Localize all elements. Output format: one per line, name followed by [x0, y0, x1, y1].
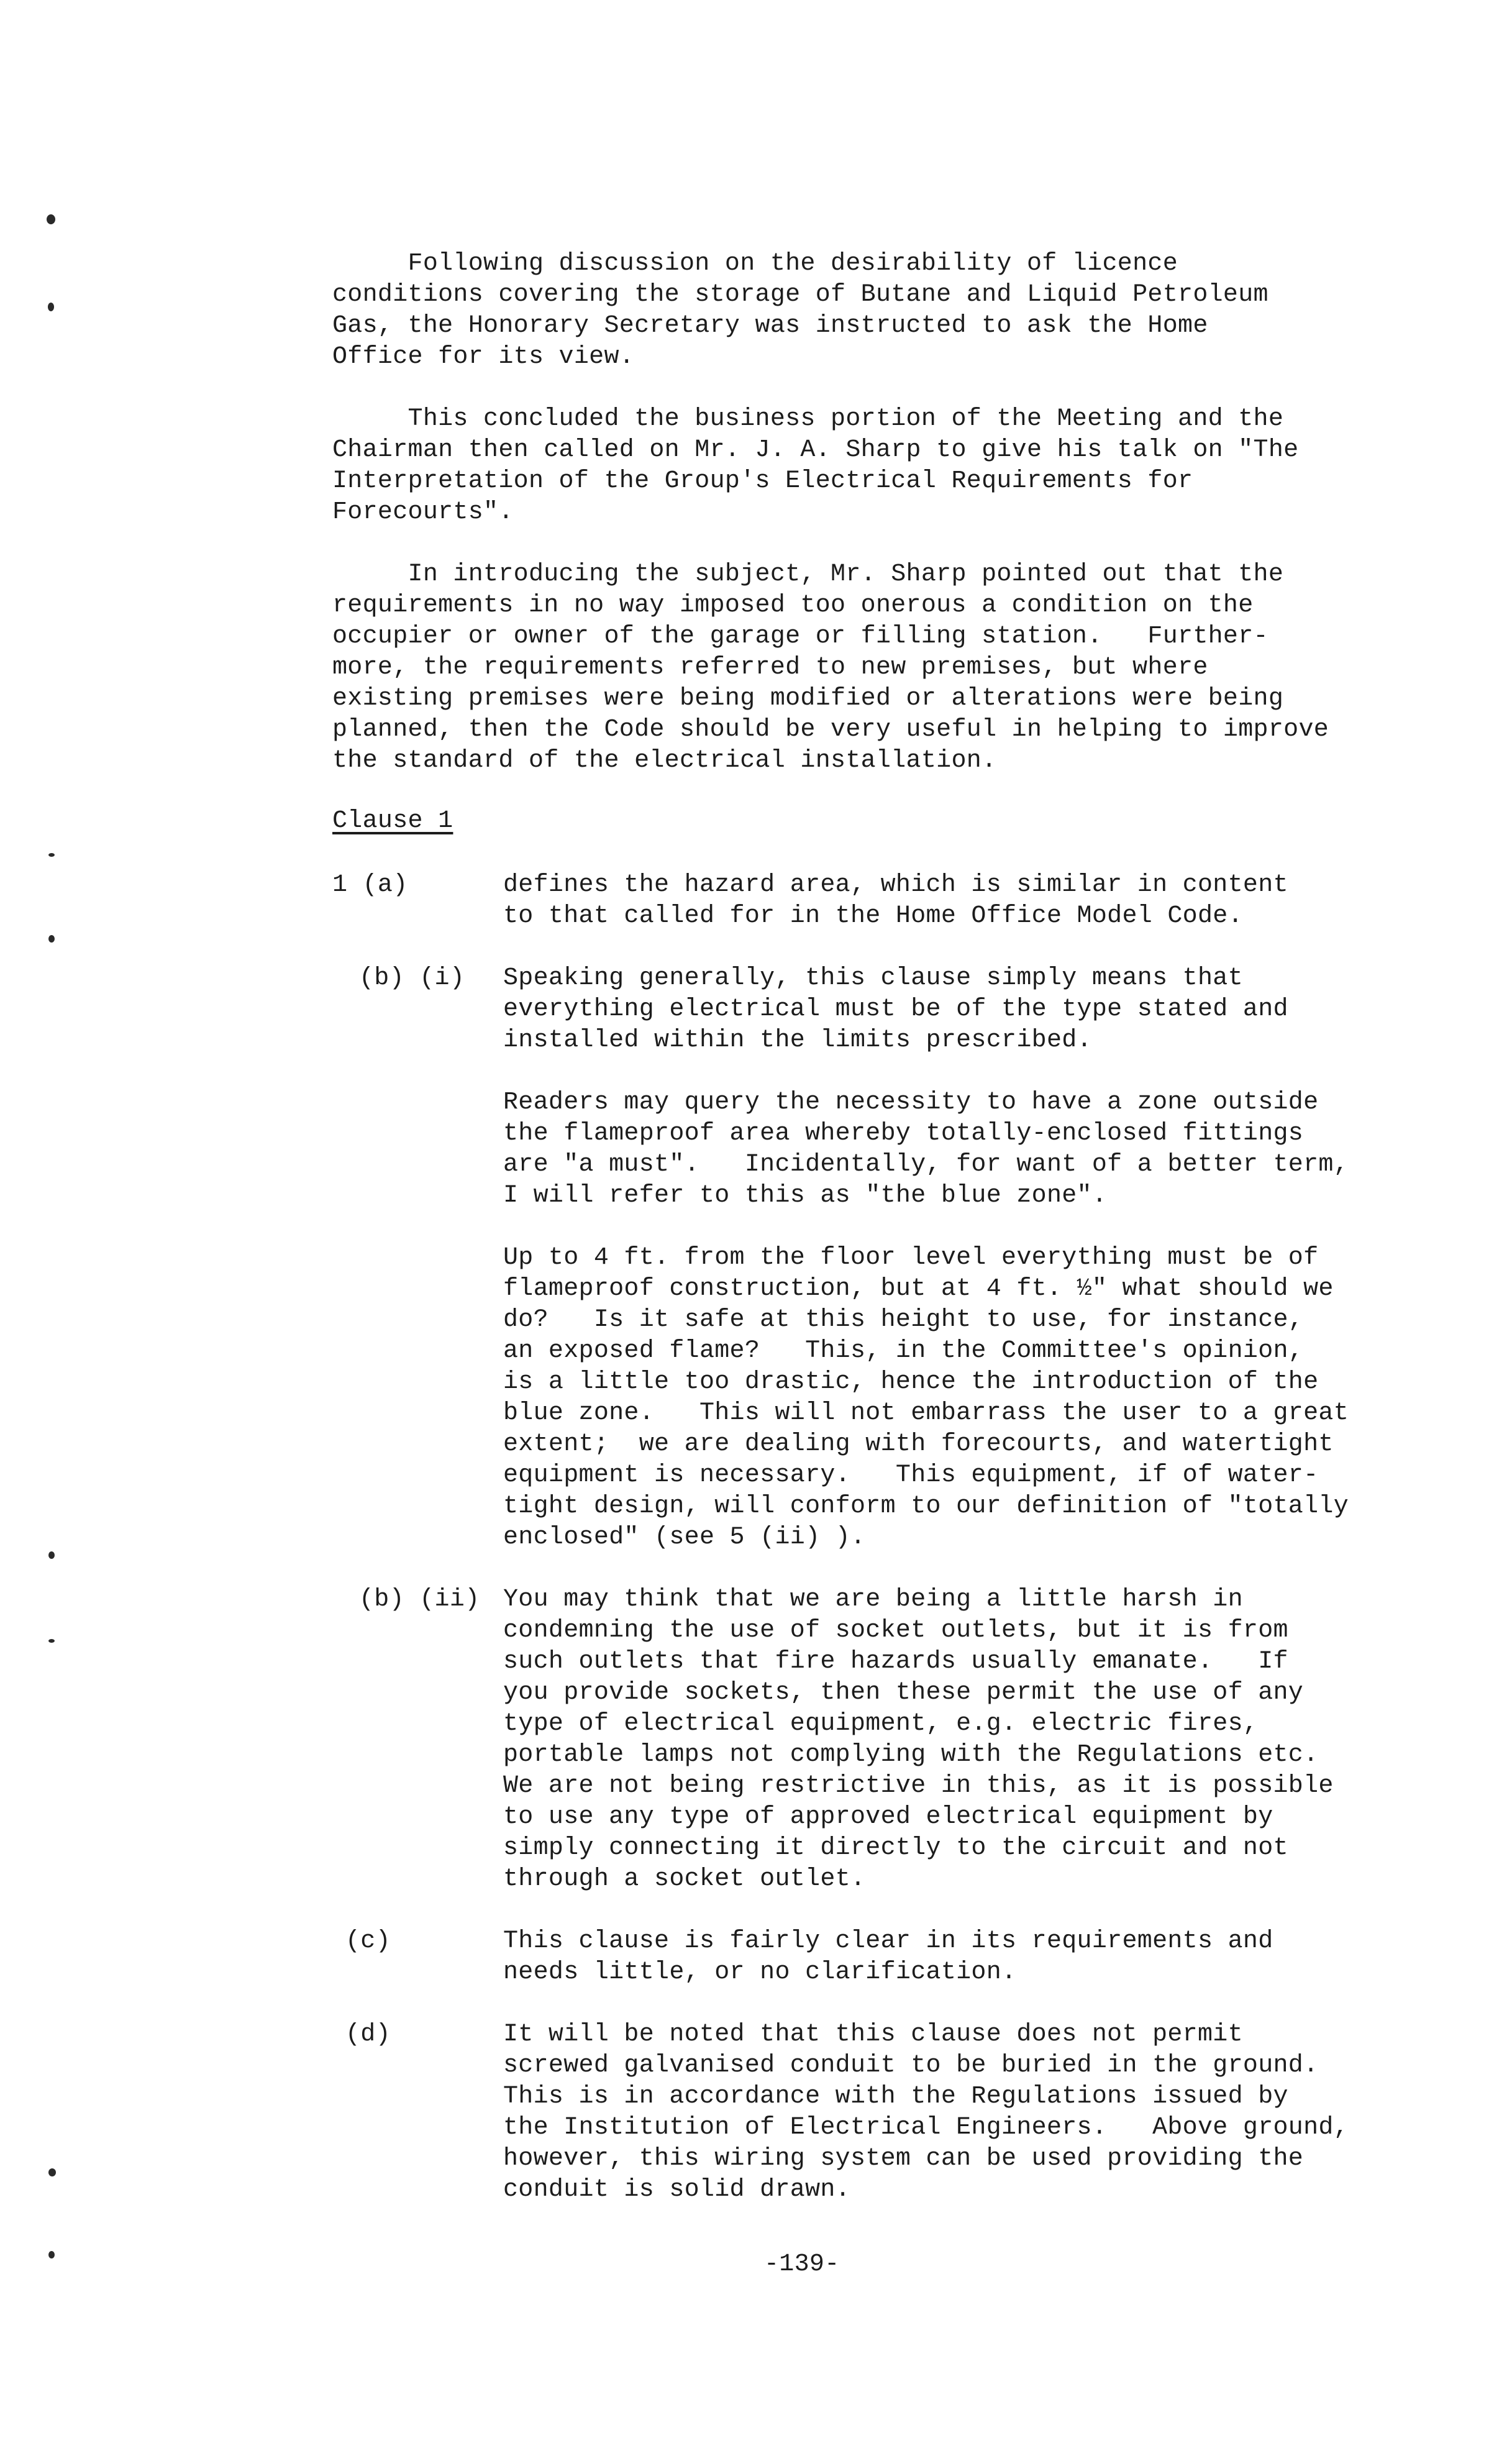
clause-text: Up to 4 ft. from the floor level everything must be of flameproof construction, but at 4 ft. ½" what should we do? Is it safe at this height to use, for instance, an exposed flame? This, in the Committee's opinion, is a little too drastic, hence the introduction of the blue zone. This will not embarrass the user to a great extent; we are dealing with forecourts, and watertight equipment is necessary. This equipment, if of water- tight design, will conform to our definition of "totally enclosed" (see 5 (ii) ). — [503, 1244, 1349, 1551]
clause-text: Readers may query the necessity to have a zone outside the flameproof area whereby totally-enclosed fittings are "a must". Incidentally, for want of a better term, I will refer to this as "the blue zone". — [503, 1089, 1349, 1210]
scan-mark — [48, 2251, 55, 2258]
clause-text: You may think that we are being a little harsh in condemning the use of socket outlets, but it is from such outlets that fire hazards usually emanate. If you provide sockets, then these permit the use of any type of electrical equipment, e.g. electric fires, portable lamps not complying with the Regulations etc. We are not being restrictive in this, as it is possible to use any type of approved electrical equipment by simply connecting it directly to the circuit and not through a socket outlet. — [503, 1586, 1334, 1893]
paragraph-meeting-conclusion: This concluded the business portion of the Meeting and the Chairman then called on Mr. J. A. Sharp to give his talk on "The Interpretation of the Group's Electrical Requirements for Forecourts". — [332, 405, 1299, 526]
clause-label: (c) — [345, 1927, 391, 1955]
scan-mark — [48, 1551, 55, 1559]
scan-mark — [48, 303, 54, 311]
clause-label: (b) (ii) — [359, 1586, 480, 1614]
scan-mark — [47, 214, 55, 224]
paragraph-introduction: In introducing the subject, Mr. Sharp pointed out that the requirements in no way imposed too onerous a condition on the occupier or owner of the garage or filling station. Further- more, the requirements referred to new premises, but where existing premises were being modified or alterations were being planned, then the Code should be very useful in helping to improve the standard of the electrical installation. — [332, 560, 1329, 775]
clause-text: defines the hazard area, which is similar in content to that called for in the Home Office Model Code. — [503, 871, 1288, 930]
scan-mark — [48, 2168, 56, 2176]
clause-heading: Clause 1 — [332, 807, 453, 835]
clause-text: Speaking generally, this clause simply means that everything electrical must be of the type stated and installed within the limits prescribed. — [503, 964, 1288, 1054]
page-number: -139- — [764, 2250, 840, 2278]
clause-label: (b) (i) — [359, 964, 465, 992]
clause-label: (d) — [345, 2021, 391, 2048]
clause-text: It will be noted that this clause does not permit screwed galvanised conduit to be buried in the ground. This is in accordance with the Regulations issued by the Institution of Electrical Engineers. Above ground, however, this wiring system can be used providing the conduit is solid drawn. — [503, 2021, 1349, 2204]
clause-label: 1 (a) — [332, 871, 408, 899]
scan-mark — [48, 853, 55, 857]
scan-mark — [48, 935, 55, 943]
paragraph-licence-conditions: Following discussion on the desirability of licence conditions covering the storage of Butane and Liquid Petroleum Gas, the Honorary Secretary was instructed to ask the Home Office for its view. — [332, 250, 1268, 371]
clause-text: This clause is fairly clear in its requirements and needs little, or no clarification. — [503, 1927, 1273, 1986]
scan-mark — [48, 1639, 55, 1643]
